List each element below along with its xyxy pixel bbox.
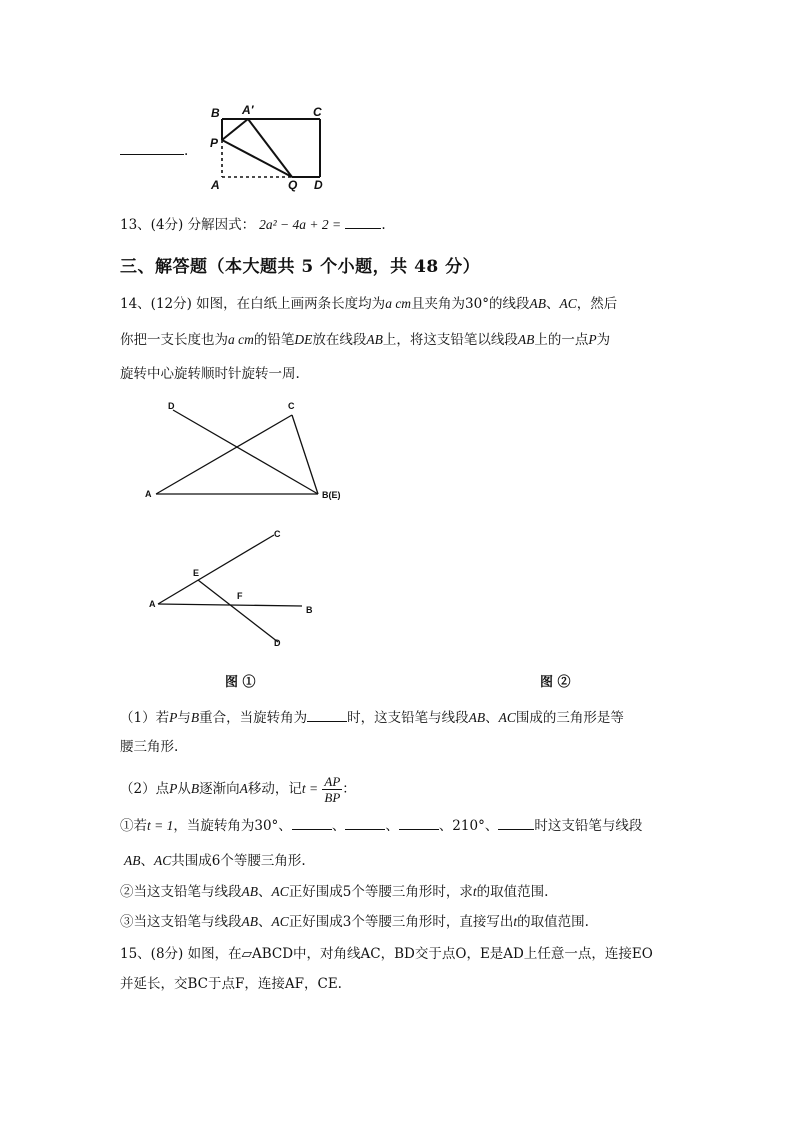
q15-line-2: 并延长，交BC于点F，连接AF，CE. — [120, 976, 342, 992]
q13-answer-blank — [345, 214, 381, 229]
caption-figure-1: 图 ① — [225, 675, 256, 690]
q15-line-1: 15、(8分) 如图，在▱ABCD中，对角线AC，BD交于点O，E是AD上任意一点，连接EO — [120, 946, 653, 962]
q12-rectangle-figure — [200, 100, 340, 195]
section-3-heading: 三、解答题（本大题共 5 个小题，共 48 分） — [120, 257, 481, 277]
q14-sub-2: ②当这支铅笔与线段AB、AC正好围成5个等腰三角形时，求t的取值范围. — [120, 884, 549, 900]
q13-suffix: . — [381, 217, 386, 233]
q13-prefix: 13、(4分) 分解因式： — [120, 217, 256, 233]
t-fraction: $\frac{AP}{BP}$ — [324, 774, 341, 805]
fig2-label-f: F — [237, 591, 243, 601]
fig2-label-c: C — [274, 529, 281, 539]
q12-label-a: A — [211, 178, 220, 192]
q13-expression: 2a² − 4a + 2 = — [259, 217, 342, 232]
q14-sub-1-blank-3 — [399, 815, 439, 830]
q14-line-2: 你把一支长度也为a cm的铅笔DE放在线段AB上，将这支铅笔以线段AB上的一点P为 — [120, 332, 611, 348]
fig2-label-e: E — [193, 568, 200, 578]
q14-part-1-blank — [307, 707, 347, 722]
fig2-label-d: D — [274, 638, 281, 648]
q12-answer-blank — [120, 140, 188, 161]
q14-figure-2 — [140, 525, 340, 655]
q12-label-p: P — [210, 136, 219, 150]
q14-sub-3: ③当这支铅笔与线段AB、AC正好围成3个等腰三角形时，直接写出t的取值范围. — [120, 914, 589, 930]
q14-sub-1-blank-1 — [292, 815, 332, 830]
q14-line-1: 14、(12分) 如图，在白纸上画两条长度均为a cm且夹角为30°的线段AB、AC，然后 — [120, 296, 618, 312]
q12-tail-dot: . — [184, 143, 189, 159]
q14-sub-1-line-2: AB、AC共围成6个等腰三角形. — [124, 853, 306, 869]
caption-figure-2: 图 ② — [540, 675, 571, 690]
fig1-label-a: A — [145, 489, 152, 499]
q12-label-a-prime: A′ — [242, 103, 254, 117]
q14-sub-1-blank-4 — [498, 815, 534, 830]
fig2-label-b: B — [306, 605, 313, 615]
fig1-label-d: D — [168, 401, 175, 411]
fig1-label-b-e: B(E) — [322, 490, 341, 500]
q14-figure-1 — [140, 395, 360, 505]
q14-line-3: 旋转中心旋转顺时针旋转一周. — [120, 366, 300, 382]
q14-part-1-line-1: （1）若P与B重合，当旋转角为 时，这支铅笔与线段AB、AC围成的三角形是等 — [120, 707, 624, 728]
q12-label-d: D — [314, 178, 323, 192]
q12-label-b: B — [211, 106, 220, 120]
q14-part-2-intro: （2）点P从B逐渐向A移动，记t = $\frac{AP}{BP}$ ： — [120, 774, 356, 805]
q14-sub-1-blank-2 — [345, 815, 385, 830]
fig2-label-a: A — [149, 599, 156, 609]
q14-sub-1-line-1: ①若t = 1，当旋转角为30°、 、 、 、210°、 时这支铅笔与线段 — [120, 815, 642, 836]
fig1-label-c: C — [288, 401, 295, 411]
question-13 — [120, 214, 386, 235]
q12-label-q: Q — [288, 178, 298, 192]
q12-label-c: C — [313, 105, 322, 119]
q14-part-1-line-2: 腰三角形. — [120, 739, 179, 755]
